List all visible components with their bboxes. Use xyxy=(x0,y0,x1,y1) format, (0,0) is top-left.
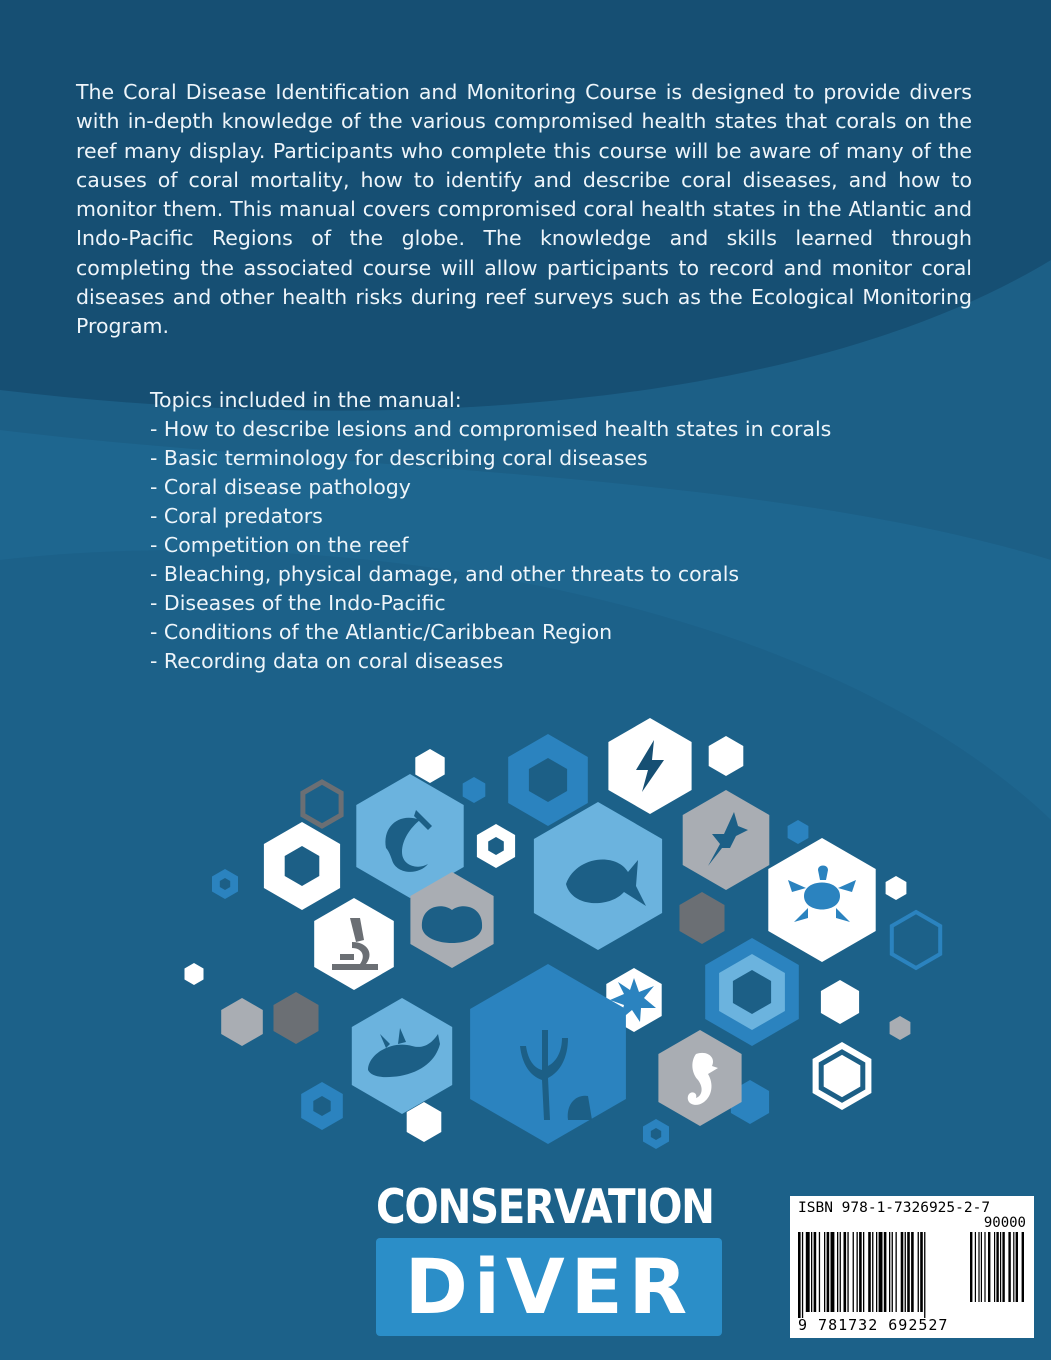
barcode-bar xyxy=(896,1232,897,1312)
barcode-bar xyxy=(819,1232,820,1312)
topics-section xyxy=(150,386,970,676)
barcode-bar xyxy=(978,1232,979,1302)
barcode-bar xyxy=(859,1232,862,1312)
barcode-bar xyxy=(884,1232,887,1312)
barcode-bars xyxy=(798,1232,1028,1318)
barcode-bar xyxy=(879,1232,883,1312)
barcode-bar xyxy=(802,1232,803,1318)
description-paragraph: The Coral Disease Identification and Monitoring Course is designed to provide divers with in-depth knowledge of the various compromised health states that corals on the reef many display. Participants who complete this course will be aware of many of the causes of coral mortality, how to identify and describe coral diseases, and how to monitor them. This manual covers compromised coral health states in the Atlantic and Indo-Pacific Regions of the globe. The knowledge and skills learned through completing the associated course will allow participants to record and monitor coral diseases and other health risks during reef surveys such as the Ecological Monitoring Program. xyxy=(76,80,972,339)
barcode-bar xyxy=(806,1232,810,1312)
topic-item: - Bleaching, physical damage, and other threats to corals xyxy=(150,562,740,586)
barcode-bar xyxy=(857,1232,858,1312)
hexagon-outline-tile xyxy=(892,912,940,968)
logo-line-1: CONSERVATION xyxy=(376,1180,714,1235)
hexagon-ring-tile xyxy=(508,734,588,826)
barcode-bar xyxy=(996,1232,998,1302)
barcode-bar xyxy=(981,1232,982,1302)
barcode-bar xyxy=(853,1232,854,1312)
barcode-bar xyxy=(889,1232,890,1312)
barcode-bar xyxy=(918,1232,919,1312)
barcode-bar xyxy=(1000,1232,1001,1302)
topic-item: - Diseases of the Indo-Pacific xyxy=(150,591,446,615)
hexagon-tile xyxy=(415,749,444,783)
barcode-bar xyxy=(844,1232,847,1312)
barcode-bar xyxy=(994,1232,995,1302)
hexagon-tile xyxy=(890,1016,911,1040)
hexagon-tile xyxy=(788,820,809,844)
hexagon-tile xyxy=(221,998,263,1046)
barcode-bar xyxy=(1022,1232,1024,1302)
barcode-bar xyxy=(840,1232,841,1312)
topics-heading: Topics included in the manual: xyxy=(150,388,462,412)
barcode-bar xyxy=(901,1232,904,1312)
barcode-bar xyxy=(872,1232,873,1312)
barcode-bar xyxy=(868,1232,871,1312)
logo-line-2: DiVER xyxy=(404,1242,694,1331)
topic-item: - How to describe lesions and compromised health states in corals xyxy=(150,417,832,441)
barcode-bar xyxy=(1013,1232,1014,1302)
hexagon-tile xyxy=(185,963,204,985)
isbn-number: ISBN 978-1-7326925-2-7 xyxy=(798,1200,991,1216)
isbn-barcode xyxy=(790,1196,1034,1338)
barcode-addon: 90000 xyxy=(983,1215,1026,1231)
barcode-bar xyxy=(1002,1232,1004,1302)
barcode-bar xyxy=(798,1232,801,1318)
hexagon-tile xyxy=(274,992,319,1044)
hexagon-tile xyxy=(680,892,725,944)
barcode-bar xyxy=(907,1232,910,1312)
hexagon-tile xyxy=(821,980,859,1024)
barcode-bar xyxy=(892,1232,893,1312)
barcode-bar xyxy=(831,1232,835,1312)
barcode-bar xyxy=(911,1232,914,1312)
topic-item: - Basic terminology for describing coral diseases xyxy=(150,446,648,470)
topic-item: - Coral disease pathology xyxy=(150,475,411,499)
hexagon-tile xyxy=(463,777,486,803)
topic-item: - Recording data on coral diseases xyxy=(150,649,504,673)
conservation-diver-logo xyxy=(376,1178,722,1336)
barcode-bar xyxy=(827,1232,830,1312)
clam-icon xyxy=(422,906,482,943)
barcode-bar xyxy=(837,1232,838,1312)
barcode-bar xyxy=(970,1232,972,1302)
barcode-bar xyxy=(905,1232,906,1312)
barcode-bar xyxy=(1016,1232,1018,1302)
barcode-bar xyxy=(1008,1232,1010,1302)
hexagon-outline-tile xyxy=(303,782,341,826)
barcode-bar xyxy=(863,1232,864,1312)
barcode-bar xyxy=(984,1232,985,1302)
topic-item: - Conditions of the Atlantic/Caribbean Region xyxy=(150,620,613,644)
barcode-digits: 9 781732 692527 xyxy=(798,1316,949,1334)
barcode-bar xyxy=(847,1232,848,1312)
topic-item: - Competition on the reef xyxy=(150,533,409,557)
hexagon-tile xyxy=(886,876,907,900)
barcode-bar xyxy=(811,1232,812,1312)
barcode-bar xyxy=(824,1232,825,1312)
hexagon-tile xyxy=(709,736,744,776)
barcode-bar xyxy=(920,1232,923,1312)
marine-life-honeycomb xyxy=(150,700,950,1170)
barcode-bar xyxy=(876,1232,877,1312)
barcode-bar xyxy=(814,1232,817,1312)
topic-item: - Coral predators xyxy=(150,504,323,528)
logo-box xyxy=(376,1238,722,1336)
barcode-bar xyxy=(924,1232,925,1318)
barcode-bar xyxy=(988,1232,990,1302)
barcode-bar xyxy=(975,1232,976,1302)
topics-list xyxy=(150,415,970,676)
